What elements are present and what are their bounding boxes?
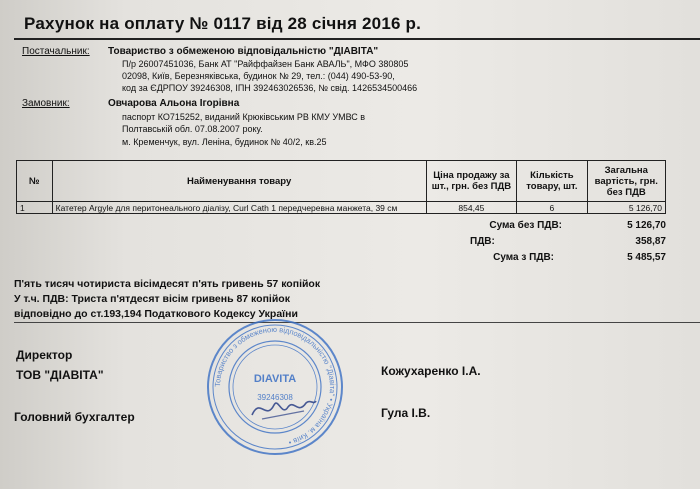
col-header-qty-line2: товару, шт.	[526, 181, 578, 192]
stamp-ring-text: Товариство з обмеженою відповідальністю "Діавіта" • Україна м. Київ •	[212, 324, 338, 448]
col-header-total-line2: вартість, грн.	[594, 175, 658, 187]
accountant-title: Головний бухгалтер	[14, 410, 135, 424]
col-header-total-line1: Загальна	[604, 164, 648, 176]
col-header-qty-line1: Кількість	[530, 170, 574, 181]
row-name: Катетер Argyle для перитонеального діалізу, Curl Cath 1 передчеревна манжета, 39 см	[52, 202, 426, 214]
subtotal-value: 5 126,70	[627, 220, 666, 231]
row-total: 5 126,70	[587, 202, 665, 214]
total-label: Сума з ПДВ:	[493, 252, 554, 263]
director-title: Директор	[16, 348, 73, 362]
supplier-codes: код за ЄДРПОУ 39246308, ІПН 392463026536, № свід. 1426534500466	[122, 83, 418, 93]
company-stamp	[204, 316, 346, 458]
col-header-num: №	[17, 161, 53, 202]
row-price: 854,45	[426, 202, 517, 214]
supplier-bank: П/р 26007451036, Банк АТ "Райффайзен Банк АВАЛЬ", МФО 380805	[122, 59, 409, 69]
row-qty: 6	[517, 202, 587, 214]
items-table	[16, 160, 666, 214]
customer-name: Овчарова Альона Ігорівна	[108, 98, 240, 109]
supplier-name: Товариство з обмеженою відповідальністю "ДІАВІТА"	[108, 46, 379, 57]
customer-address: м. Кременчук, вул. Леніна, будинок № 40/2, кв.25	[122, 137, 327, 147]
vat-in-words: У т.ч. ПДВ: Триста п'ятдесят вісім гривень 87 копійок	[14, 293, 290, 305]
company-name: ТОВ "ДІАВІТА"	[16, 368, 104, 382]
stamp-center-text: DIAVITA	[253, 373, 297, 385]
customer-passport-date: Полтавській обл. 07.08.2007 року.	[122, 124, 263, 134]
tax-code-reference: відповідно до ст.193,194 Податкового Кодексу України	[14, 308, 298, 320]
invoice-title: Рахунок на оплату № 0117 від 28 січня 2016 р.	[24, 14, 422, 33]
handwritten-signature	[248, 393, 318, 423]
col-header-total	[587, 161, 665, 202]
total-value: 5 485,57	[627, 252, 666, 263]
table-header-row	[17, 161, 666, 202]
customer-passport: паспорт КО715252, виданий Крюківським РВ КМУ УМВС в	[122, 112, 366, 122]
vat-value: 358,87	[635, 236, 666, 247]
row-num: 1	[17, 202, 53, 214]
amount-in-words: П'ять тисяч чотириста вісімдесят п'ять гривень 57 копійок	[14, 278, 321, 290]
supplier-label: Постачальник:	[22, 46, 90, 57]
title-divider	[14, 38, 700, 40]
director-name: Кожухаренко І.А.	[381, 364, 481, 378]
col-header-name: Найменування товару	[52, 161, 426, 202]
accountant-name: Гула І.В.	[381, 406, 431, 420]
supplier-address: 02098, Київ, Березняківська, будинок № 29, тел.: (044) 490-53-90,	[122, 71, 395, 81]
col-header-qty	[517, 161, 587, 202]
words-divider	[14, 322, 700, 323]
customer-label: Замовник:	[22, 98, 70, 109]
vat-label: ПДВ:	[470, 236, 495, 247]
col-header-price-line1: Ціна продажу за	[433, 170, 510, 181]
stamp-code: 39246308	[257, 393, 293, 402]
col-header-price-line2: шт., грн. без ПДВ	[431, 181, 512, 192]
col-header-total-line3: без ПДВ	[606, 186, 646, 198]
col-header-price	[426, 161, 517, 202]
subtotal-label: Сума без ПДВ:	[489, 220, 562, 231]
table-row	[17, 202, 666, 214]
